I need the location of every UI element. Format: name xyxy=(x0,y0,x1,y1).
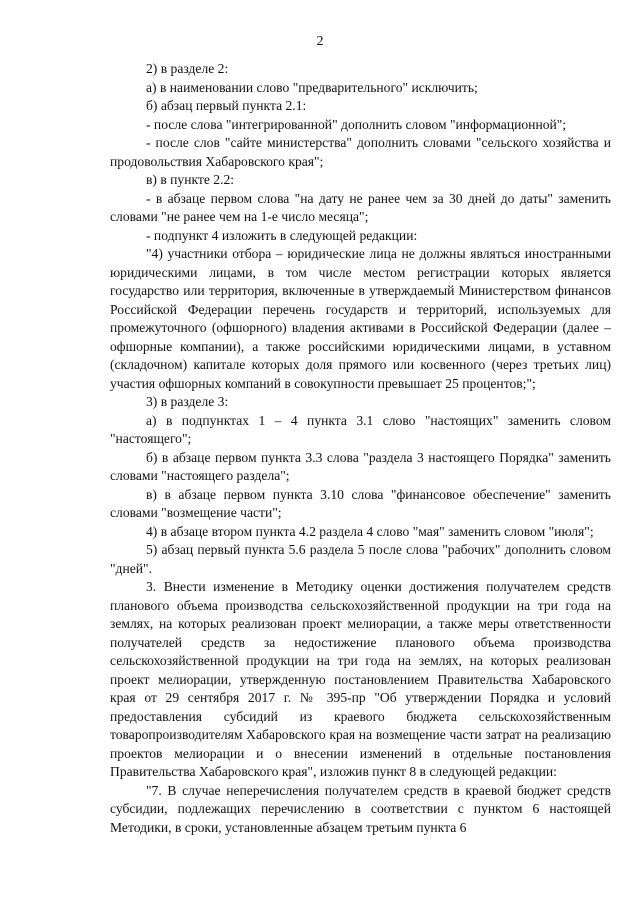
paragraph: б) абзац первый пункта 2.1: xyxy=(146,98,307,113)
paragraph: б) в абзаце первом пункта 3.3 слова "раздела 3 настоящего Порядка" заменить словами "настоящего раздела"; xyxy=(110,449,611,483)
paragraph: - в абзаце первом слова "на дату не ранее чем за 30 дней до даты" заменить словами "не ранее чем на 1-е число месяца"; xyxy=(110,190,611,224)
paragraph: - после слова "интегрированной" дополнить словом "информационной"; xyxy=(146,116,567,132)
paragraph: "4) участники отбора – юридические лица не должны являться иностранными юридическими лицами, в том числе местом регистрации которых является государство или территория, включенные в утверждаемый Министерством финансов Российской Федерации перечень государств и территорий, используемых для промежуточного (офшорного) владения активами в Российской Федерации (далее – офшорные компании), а также российскими юридическими лицами, в уставном (складочном) капитале которых доля прямого или косвенного (через третьих лиц) участия офшорных компаний в совокупности превышает 25 процентов;"; xyxy=(110,246,611,391)
paragraph: 4) в абзаце втором пункта 4.2 раздела 4 слово "мая" заменить словом "июля"; xyxy=(146,523,594,539)
paragraph: - после слов "сайте министерства" дополнить словами "сельского хозяйства и продовольствия Хабаровского края"; xyxy=(110,135,611,169)
paragraph: - подпункт 4 изложить в следующей редакции: xyxy=(146,227,418,243)
paragraph: 2) в разделе 2: xyxy=(146,61,229,76)
paragraph: а) в подпунктах 1 – 4 пункта 3.1 слово "настоящих" заменить словом "настоящего"; xyxy=(110,412,611,446)
page-number: 2 xyxy=(316,34,324,49)
paragraph: 3. Внести изменение в Методику оценки достижения получателем средств планового объема производства сельскохозяйственной продукции на три года на землях, на которых реализован проект мелиорации, а также меры ответственности получателей средств за недостижение планового объема производства сельскохозяйственной продукции на три года на землях, на которых реализован проект мелиорации, утвержденную постановлением Правительства Хабаровского края от 29 сентября 2017 г. № 395-пр "Об утверждении Порядка и условий предоставления субсидий из краевого бюджета сельскохозяйственным товаропроизводителям Хабаровского края на возмещение части затрат на реализацию проектов мелиорации и о внесении изменений в отдельные постановления Правительства Хабаровского края", изложив пункт 8 в следующей редакции: xyxy=(110,579,611,779)
paragraph: в) в пункте 2.2: xyxy=(146,172,235,187)
paragraph: 5) абзац первый пункта 5.6 раздела 5 после слова "рабочих" дополнить словом "дней". xyxy=(110,542,611,576)
paragraph: а) в наименовании слово "предварительного" исключить; xyxy=(146,79,478,95)
document-body xyxy=(110,60,611,837)
paragraph: в) в абзаце первом пункта 3.10 слова "финансовое обеспечение" заменить словами "возмещение части"; xyxy=(110,486,611,520)
paragraph: "7. В случае неперечисления получателем средств в краевой бюджет средств субсидии, подлежащих перечислению в соответствии с пунктом 6 настоящей Методики, в сроки, установленные абзацем третьим пункта 6 xyxy=(110,782,611,835)
paragraph: 3) в разделе 3: xyxy=(146,394,229,409)
